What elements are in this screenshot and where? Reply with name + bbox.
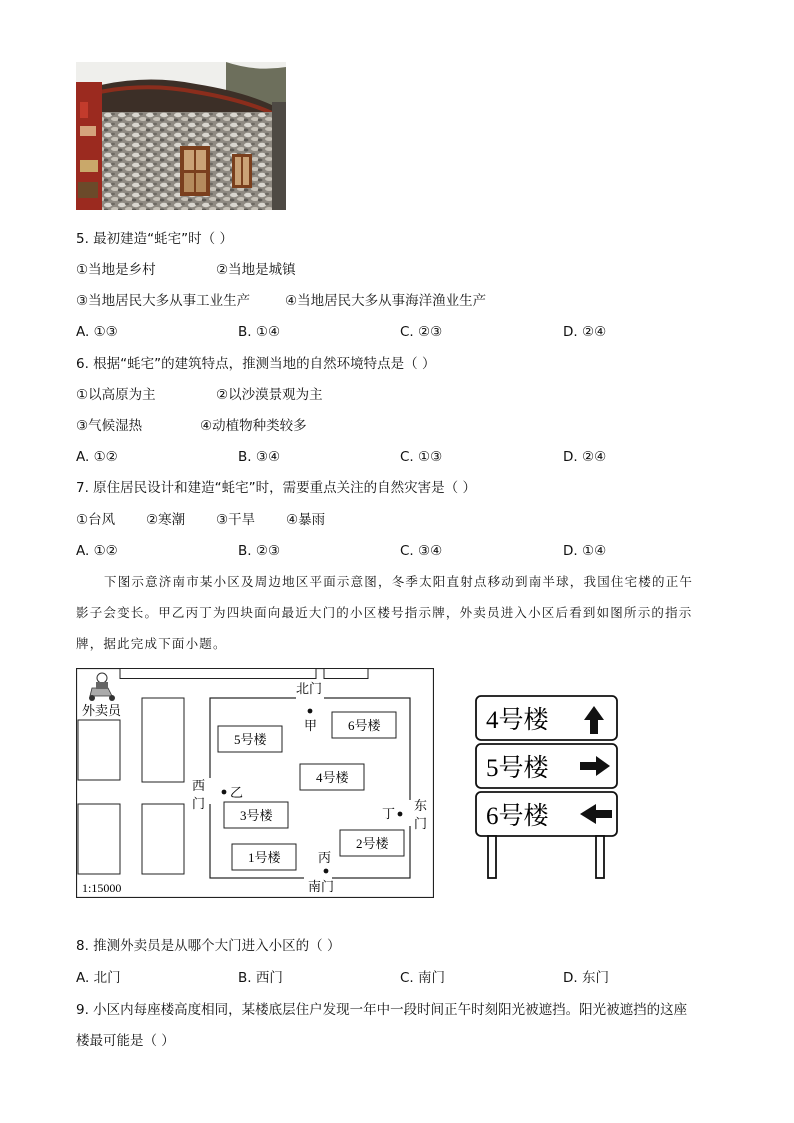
map-strip-building <box>324 669 368 679</box>
q8-stem: 8. 推测外卖员是从哪个大门进入小区的（ ） <box>76 938 341 954</box>
outside-block <box>142 804 184 874</box>
q6-choice-d[interactable]: D. ②④ <box>563 449 607 465</box>
q7-option-3: ③干旱 <box>216 512 256 528</box>
sign-point-bing <box>324 869 329 874</box>
q9-stem-line-2: 楼最可能是（ ） <box>76 1033 175 1049</box>
q8-choice-b[interactable]: B. 西门 <box>238 970 283 986</box>
outside-block <box>142 698 184 782</box>
building-4-label: 4号楼 <box>316 770 349 785</box>
q6-choice-b[interactable]: B. ③④ <box>238 449 281 465</box>
intro-line-2: 影子会变长。甲乙丙丁为四块面向最近大门的小区楼号指示牌，外卖员进入小区后看到如图所示的指示 <box>76 605 693 620</box>
q8-choice-c[interactable]: C. 南门 <box>400 970 446 986</box>
q8-choice-d[interactable]: D. 东门 <box>563 970 609 986</box>
courier-label: 外卖员 <box>82 703 122 718</box>
sign-label-bing: 丙 <box>318 850 332 865</box>
outside-block <box>78 804 120 874</box>
sign-point-jia <box>308 709 313 714</box>
sign-point-ding <box>398 812 403 817</box>
building-1-label: 1号楼 <box>248 850 281 865</box>
sign-row-3-label: 6号楼 <box>486 803 549 830</box>
west-gate-label-1: 西 <box>192 778 206 793</box>
map-scale: 1:15000 <box>82 881 122 895</box>
q7-option-1: ①台风 <box>76 512 116 528</box>
q9-stem-line-1: 9. 小区内每座楼高度相同，某楼底层住户发现一年中一段时间正午时刻阳光被遮挡。阳光被遮挡的这座 <box>76 1002 688 1018</box>
q5-option-3: ③当地居民大多从事工业生产 <box>76 293 251 309</box>
north-gate-label: 北门 <box>296 681 323 696</box>
east-gate-label-2: 门 <box>414 816 428 831</box>
building-6-label: 6号楼 <box>348 718 381 733</box>
q6-choice-a[interactable]: A. ①② <box>76 449 118 465</box>
map-strip-building <box>120 669 316 679</box>
sign-point-yi <box>222 790 227 795</box>
q7-option-2: ②寒潮 <box>146 512 186 528</box>
sign-label-ding: 丁 <box>382 806 396 821</box>
q7-choice-c[interactable]: C. ③④ <box>400 543 443 559</box>
q7-choice-b[interactable]: B. ②③ <box>238 543 281 559</box>
sign-row-2-label: 5号楼 <box>486 755 549 782</box>
east-gate-label-1: 东 <box>414 798 428 813</box>
north-gate-gap <box>296 696 324 701</box>
outside-block <box>78 720 120 780</box>
q5-stem: 5. 最初建造“蚝宅”时（ ） <box>76 231 233 247</box>
q8-choice-a[interactable]: A. 北门 <box>76 970 121 986</box>
q5-choice-b[interactable]: B. ①④ <box>238 324 281 340</box>
building-5-label: 5号楼 <box>234 732 267 747</box>
q5-option-2: ②当地是城镇 <box>216 262 296 278</box>
q7-stem: 7. 原住居民设计和建造“蚝宅”时，需要重点关注的自然灾害是（ ） <box>76 480 476 496</box>
sign-row-1-label: 4号楼 <box>486 707 549 734</box>
intro-line-1: 下图示意济南市某小区及周边地区平面示意图，冬季太阳直射点移动到南半球，我国住宅楼的正午 <box>104 574 694 589</box>
q6-option-4: ④动植物种类较多 <box>200 418 307 434</box>
south-gate-label: 南门 <box>308 879 335 894</box>
q6-option-1: ①以高原为主 <box>76 387 156 403</box>
q7-choice-d[interactable]: D. ①④ <box>563 543 607 559</box>
building-3-label: 3号楼 <box>240 808 273 823</box>
q6-option-2: ②以沙漠景观为主 <box>216 387 323 403</box>
west-gate-label-2: 门 <box>192 796 206 811</box>
q5-choice-d[interactable]: D. ②④ <box>563 324 607 340</box>
sign-post-right <box>596 836 604 878</box>
east-gate-gap <box>407 800 413 826</box>
q6-stem: 6. 根据“蚝宅”的建筑特点，推测当地的自然环境特点是（ ） <box>76 356 436 372</box>
q7-option-4: ④暴雨 <box>286 512 326 528</box>
sign-label-jia: 甲 <box>304 718 318 733</box>
q5-option-1: ①当地是乡村 <box>76 262 156 278</box>
q5-option-4: ④当地居民大多从事海洋渔业生产 <box>285 293 487 309</box>
sign-post-left <box>488 836 496 878</box>
intro-line-3: 牌，据此完成下面小题。 <box>76 636 227 651</box>
q6-choice-c[interactable]: C. ①③ <box>400 449 443 465</box>
building-direction-sign <box>472 694 622 880</box>
q7-choice-a[interactable]: A. ①② <box>76 543 118 559</box>
q6-option-3: ③气候湿热 <box>76 418 143 434</box>
building-2-label: 2号楼 <box>356 836 389 851</box>
west-gate-gap <box>207 778 213 804</box>
q5-choice-a[interactable]: A. ①③ <box>76 324 118 340</box>
q5-choice-c[interactable]: C. ②③ <box>400 324 443 340</box>
sign-label-yi: 乙 <box>230 785 244 800</box>
oyster-shell-house-photo <box>76 62 286 210</box>
residential-area-map <box>76 668 434 898</box>
